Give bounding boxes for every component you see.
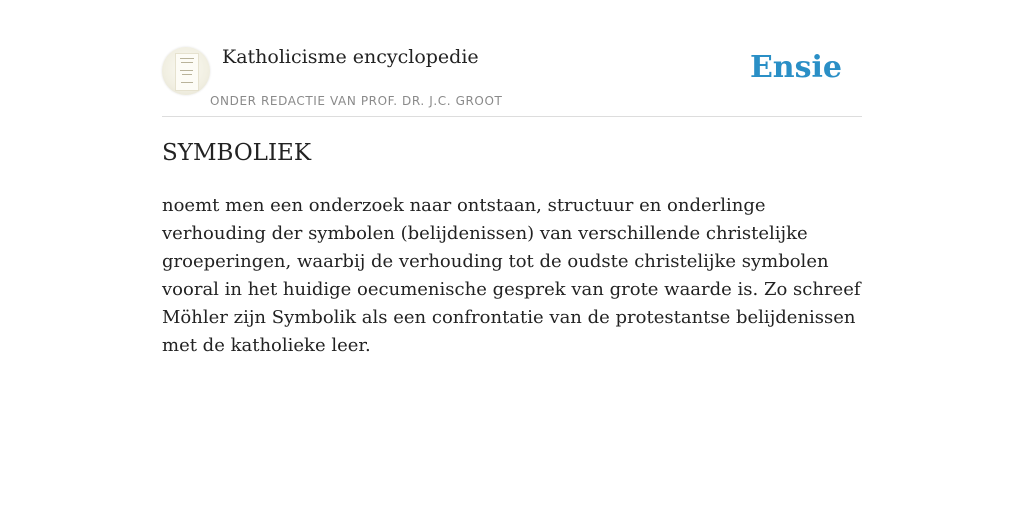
entry-title: SYMBOLIEK [162,140,312,166]
encyclopedia-header [162,44,862,117]
cover-line [180,70,193,71]
cover-line [181,62,193,63]
entry-body: noemt men een onderzoek naar ontstaan, structuur en onderlinge verhouding der symbolen (belijdenissen) van verschillende christelijke groeperingen, waarbij de verhouding tot de oudste christelijke symbolen vooral in het huidige oecumenische gesprek van grote waarde is. Zo schreef Möhler zijn Symbolik als een confrontatie van de protestantse belijdenissen met de katholieke leer. [162,195,861,356]
cover-line [180,58,194,59]
book-cover-thumbnail[interactable] [162,47,210,95]
ensie-logo[interactable]: Ensie [749,50,842,85]
cover-line [181,82,193,83]
encyclopedia-title[interactable]: Katholicisme encyclopedie [222,46,479,68]
encyclopedia-editor: ONDER REDACTIE VAN PROF. DR. J.C. GROOT [210,94,503,108]
book-cover-page [175,53,199,91]
cover-line [182,74,192,75]
